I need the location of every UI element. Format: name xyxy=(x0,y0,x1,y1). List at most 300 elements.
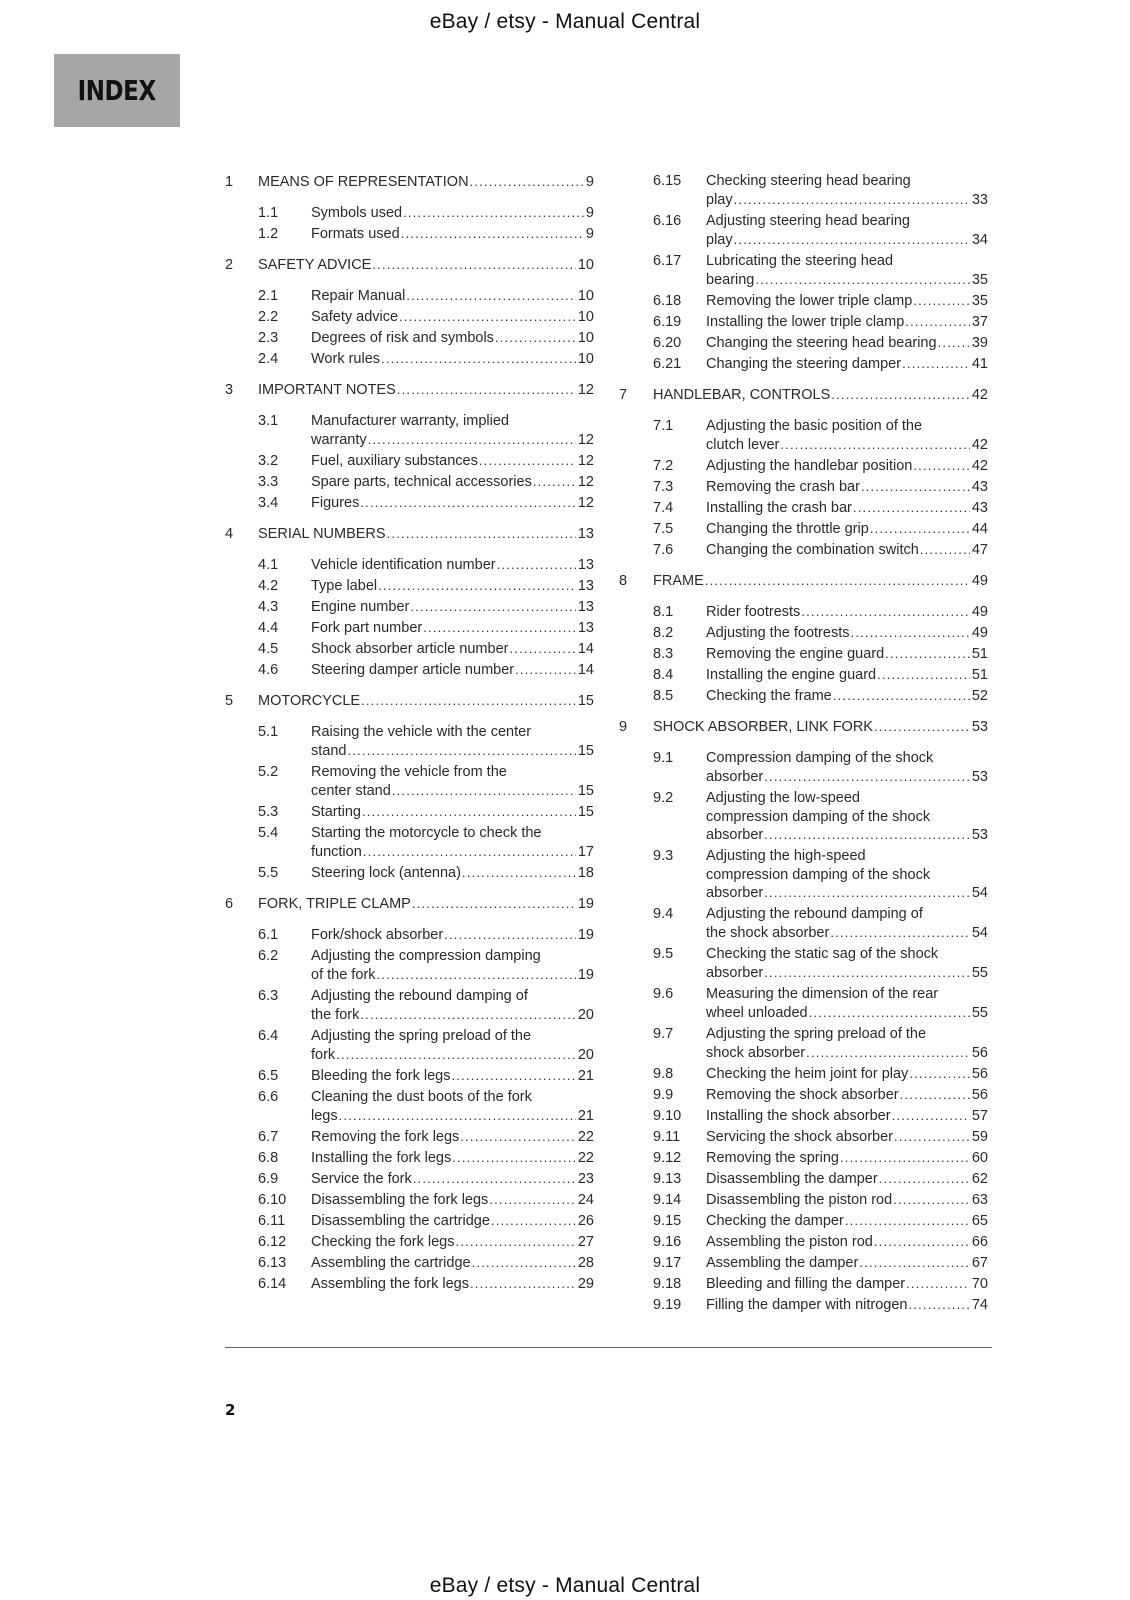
toc-entry-number: 7.5 xyxy=(653,521,674,537)
toc-section-entry[interactable] xyxy=(653,499,988,518)
toc-section-entry[interactable] xyxy=(653,789,988,845)
toc-section-entry[interactable] xyxy=(653,905,988,942)
toc-chapter-entry[interactable] xyxy=(225,256,594,275)
toc-leader-dots xyxy=(894,1128,970,1147)
toc-section-entry[interactable] xyxy=(653,355,988,374)
toc-section-entry[interactable] xyxy=(258,1233,594,1252)
toc-entry-number: 8.5 xyxy=(653,688,674,704)
toc-chapter-entry[interactable] xyxy=(225,895,594,914)
toc-section-entry[interactable] xyxy=(653,1170,988,1189)
toc-section-entry[interactable] xyxy=(258,640,594,659)
toc-entry-title: Steering lock (antenna) xyxy=(311,865,461,881)
toc-section-entry[interactable] xyxy=(258,763,594,800)
toc-entry-title: bearing xyxy=(706,271,755,288)
toc-leader-dots xyxy=(755,271,969,290)
toc-entry-page: 10 xyxy=(577,330,594,346)
toc-entry-title: Removing the lower triple clamp xyxy=(706,293,913,309)
toc-leader-dots xyxy=(360,1006,576,1025)
toc-entry-number: 6.8 xyxy=(258,1150,279,1166)
toc-section-entry[interactable] xyxy=(653,417,988,454)
toc-section-entry[interactable] xyxy=(258,1191,594,1210)
toc-chapter-entry[interactable] xyxy=(225,525,594,544)
toc-entry-title: compression damping of the shock xyxy=(706,808,931,825)
toc-entry-number: 2.1 xyxy=(258,288,279,304)
toc-leader-dots xyxy=(470,1275,576,1294)
toc-entry-page: 15 xyxy=(577,804,594,820)
toc-section-entry[interactable] xyxy=(653,749,988,786)
toc-leader-dots xyxy=(392,782,576,801)
toc-leader-dots xyxy=(360,494,576,513)
toc-section-entry[interactable] xyxy=(258,225,594,244)
toc-section-entry[interactable] xyxy=(653,457,988,476)
toc-section-entry[interactable] xyxy=(653,1191,988,1210)
toc-section-entry[interactable] xyxy=(258,947,594,984)
toc-leader-dots xyxy=(347,742,575,761)
toc-leader-dots xyxy=(853,499,970,518)
toc-entry-title: center stand xyxy=(311,782,391,799)
toc-section-entry[interactable] xyxy=(653,1086,988,1105)
toc-entry-title: legs xyxy=(311,1107,338,1124)
toc-entry-title: Starting xyxy=(311,804,361,820)
toc-entry-number: 3 xyxy=(225,382,234,398)
toc-entry-number: 3.2 xyxy=(258,453,279,469)
toc-entry-page: 19 xyxy=(577,896,594,912)
toc-entry-number: 5.5 xyxy=(258,865,279,881)
toc-section-entry[interactable] xyxy=(653,520,988,539)
toc-section-entry[interactable] xyxy=(258,1275,594,1294)
toc-section-entry[interactable] xyxy=(653,1128,988,1147)
toc-section-entry[interactable] xyxy=(653,313,988,332)
toc-entry-title: play xyxy=(706,191,733,208)
toc-entry-number: 9.13 xyxy=(653,1171,682,1187)
toc-entry-page: 51 xyxy=(971,667,988,683)
toc-entry-page: 12 xyxy=(577,431,594,448)
toc-leader-dots xyxy=(764,964,970,983)
toc-entry-number: 6.16 xyxy=(653,213,682,229)
toc-section-entry[interactable] xyxy=(258,661,594,680)
toc-entry-title: the shock absorber xyxy=(706,924,830,941)
toc-leader-dots xyxy=(401,225,584,244)
toc-entry-title: Adjusting steering head bearing xyxy=(706,213,910,229)
toc-leader-dots xyxy=(533,473,576,492)
toc-entry-title: Installing the crash bar xyxy=(706,500,852,516)
toc-entry-page: 51 xyxy=(971,646,988,662)
toc-leader-dots xyxy=(913,457,969,476)
toc-leader-dots xyxy=(806,1044,970,1063)
toc-section-entry[interactable] xyxy=(653,1296,988,1315)
toc-section-entry[interactable] xyxy=(653,334,988,353)
toc-leader-dots xyxy=(376,966,575,985)
toc-leader-dots xyxy=(861,478,970,497)
toc-entry-number: 6.6 xyxy=(258,1089,279,1105)
toc-entry-page: 28 xyxy=(577,1255,594,1271)
toc-chapter-entry[interactable] xyxy=(619,718,988,737)
toc-leader-dots xyxy=(893,1191,970,1210)
toc-section-entry[interactable] xyxy=(258,287,594,306)
toc-section-entry[interactable] xyxy=(258,412,594,449)
toc-entry-page: 26 xyxy=(577,1213,594,1229)
toc-entry-page: 42 xyxy=(971,387,988,403)
toc-entry-number: 2.2 xyxy=(258,309,279,325)
toc-entry-title: Adjusting the footrests xyxy=(706,625,850,641)
toc-leader-dots xyxy=(413,1170,576,1189)
toc-entry-page: 19 xyxy=(577,927,594,943)
toc-entry-page: 47 xyxy=(971,542,988,558)
toc-leader-dots xyxy=(397,381,576,400)
toc-entry-title: Assembling the fork legs xyxy=(311,1276,469,1292)
toc-leader-dots xyxy=(403,204,584,223)
toc-leader-dots xyxy=(831,386,970,405)
toc-leader-dots xyxy=(830,924,970,943)
toc-entry-title: Adjusting the rebound damping of xyxy=(311,988,528,1004)
toc-entry-page: 12 xyxy=(577,474,594,490)
toc-entry-number: 6.18 xyxy=(653,293,682,309)
toc-entry-page: 62 xyxy=(971,1171,988,1187)
toc-leader-dots xyxy=(705,572,970,591)
toc-entry-title: Adjusting the handlebar position xyxy=(706,458,913,474)
toc-entry-title: Changing the steering damper xyxy=(706,356,902,372)
toc-entry-number: 7 xyxy=(619,387,628,403)
toc-section-entry[interactable] xyxy=(258,619,594,638)
toc-section-entry[interactable] xyxy=(258,556,594,575)
toc-leader-dots xyxy=(900,1086,970,1105)
toc-entry-title: Shock absorber article number xyxy=(311,641,509,657)
toc-section-entry[interactable] xyxy=(258,452,594,471)
toc-entry-page: 12 xyxy=(577,453,594,469)
toc-entry-title: fork xyxy=(311,1046,336,1063)
toc-entry-number: 7.3 xyxy=(653,479,674,495)
toc-entry-page: 57 xyxy=(971,1108,988,1124)
toc-entry-number: 9.19 xyxy=(653,1297,682,1313)
toc-entry-title: Lubricating the steering head xyxy=(706,253,894,269)
toc-section-entry[interactable] xyxy=(258,598,594,617)
toc-entry-page: 52 xyxy=(971,688,988,704)
toc-entry-title: Fork/shock absorber xyxy=(311,927,444,943)
toc-leader-dots xyxy=(462,864,576,883)
toc-entry-title: Adjusting the basic position of the xyxy=(706,418,923,434)
toc-leader-dots xyxy=(859,1254,970,1273)
toc-entry-page: 54 xyxy=(971,924,988,941)
toc-entry-title: clutch lever xyxy=(706,436,780,453)
toc-entry-number: 9.14 xyxy=(653,1192,682,1208)
toc-section-entry[interactable] xyxy=(653,945,988,982)
toc-entry-page: 21 xyxy=(577,1107,594,1124)
toc-entry-number: 9.11 xyxy=(653,1129,681,1145)
toc-leader-dots xyxy=(399,308,576,327)
toc-section-entry[interactable] xyxy=(258,926,594,945)
toc-entry-number: 7.2 xyxy=(653,458,674,474)
toc-entry-title: Fork part number xyxy=(311,620,423,636)
toc-leader-dots xyxy=(479,452,576,471)
toc-leader-dots xyxy=(809,1004,970,1023)
toc-section-entry[interactable] xyxy=(653,687,988,706)
toc-leader-dots xyxy=(491,1212,576,1231)
toc-section-entry[interactable] xyxy=(258,723,594,760)
toc-entry-title: Vehicle identification number xyxy=(311,557,496,573)
toc-entry-number: 9.2 xyxy=(653,790,674,806)
toc-entry-page: 43 xyxy=(971,500,988,516)
toc-entry-title: Removing the engine guard xyxy=(706,646,885,662)
toc-entry-page: 12 xyxy=(577,495,594,511)
toc-leader-dots xyxy=(472,1254,576,1273)
toc-section-entry[interactable] xyxy=(258,1088,594,1125)
toc-leader-dots xyxy=(870,520,970,539)
toc-entry-page: 59 xyxy=(971,1129,988,1145)
toc-section-entry[interactable] xyxy=(258,1067,594,1086)
toc-section-entry[interactable] xyxy=(653,603,988,622)
toc-leader-dots xyxy=(764,768,970,787)
toc-entry-title: play xyxy=(706,231,733,248)
toc-leader-dots xyxy=(495,329,576,348)
toc-entry-number: 6.21 xyxy=(653,356,682,372)
toc-entry-number: 4.5 xyxy=(258,641,279,657)
toc-entry-number: 6.13 xyxy=(258,1255,287,1271)
toc-leader-dots xyxy=(734,191,970,210)
toc-leader-dots xyxy=(764,884,970,903)
toc-entry-number: 1 xyxy=(225,174,234,190)
toc-entry-title: Installing the lower triple clamp xyxy=(706,314,905,330)
toc-entry-page: 13 xyxy=(577,620,594,636)
toc-leader-dots xyxy=(920,541,970,560)
toc-entry-page: 53 xyxy=(971,768,988,785)
toc-section-entry[interactable] xyxy=(653,172,988,209)
toc-leader-dots xyxy=(363,843,576,862)
toc-entry-page: 56 xyxy=(971,1066,988,1082)
toc-chapter-entry[interactable] xyxy=(225,173,594,192)
toc-entry-number: 9.4 xyxy=(653,906,674,922)
toc-leader-dots xyxy=(874,1233,970,1252)
toc-section-entry[interactable] xyxy=(258,329,594,348)
toc-leader-dots xyxy=(885,645,970,664)
footer-divider xyxy=(225,1347,992,1348)
toc-entry-page: 19 xyxy=(577,966,594,983)
toc-section-entry[interactable] xyxy=(653,666,988,685)
toc-section-entry[interactable] xyxy=(653,1025,988,1062)
toc-section-entry[interactable] xyxy=(653,985,988,1022)
toc-entry-title: Safety advice xyxy=(311,309,399,325)
toc-entry-number: 9.8 xyxy=(653,1066,674,1082)
toc-leader-dots xyxy=(801,603,970,622)
toc-entry-title: Measuring the dimension of the rear xyxy=(706,986,939,1002)
toc-leader-dots xyxy=(879,1170,970,1189)
toc-section-entry[interactable] xyxy=(653,541,988,560)
toc-entry-number: 6.10 xyxy=(258,1192,287,1208)
toc-leader-dots xyxy=(361,692,576,711)
toc-entry-title: shock absorber xyxy=(706,1044,806,1061)
toc-section-entry[interactable] xyxy=(258,803,594,822)
toc-entry-title: SERIAL NUMBERS xyxy=(258,526,386,542)
toc-section-entry[interactable] xyxy=(653,1275,988,1294)
toc-entry-title: Adjusting the spring preload of the xyxy=(706,1026,927,1042)
toc-section-entry[interactable] xyxy=(258,824,594,861)
toc-entry-number: 9.12 xyxy=(653,1150,682,1166)
toc-section-entry[interactable] xyxy=(258,1128,594,1147)
toc-leader-dots xyxy=(909,1296,970,1315)
toc-entry-title: Removing the crash bar xyxy=(706,479,860,495)
toc-entry-number: 6.3 xyxy=(258,988,279,1004)
toc-entry-page: 24 xyxy=(577,1192,594,1208)
toc-chapter-entry[interactable] xyxy=(619,572,988,591)
toc-entry-title: MOTORCYCLE xyxy=(258,693,361,709)
toc-leader-dots xyxy=(378,577,576,596)
toc-entry-title: Adjusting the compression damping xyxy=(311,948,541,964)
toc-section-entry[interactable] xyxy=(653,1233,988,1252)
toc-chapter-entry[interactable] xyxy=(225,381,594,400)
toc-section-entry[interactable] xyxy=(653,645,988,664)
toc-section-entry[interactable] xyxy=(258,473,594,492)
toc-section-entry[interactable] xyxy=(653,1212,988,1231)
toc-entry-number: 9.1 xyxy=(653,750,674,766)
toc-entry-title: Removing the spring xyxy=(706,1150,839,1166)
toc-entry-number: 6.4 xyxy=(258,1028,279,1044)
toc-entry-title: Spare parts, technical accessories xyxy=(311,474,532,490)
toc-entry-page: 17 xyxy=(577,843,594,860)
toc-entry-page: 22 xyxy=(577,1150,594,1166)
toc-entry-page: 14 xyxy=(577,641,594,657)
toc-entry-page: 15 xyxy=(577,782,594,799)
toc-section-entry[interactable] xyxy=(258,864,594,883)
toc-entry-page: 13 xyxy=(577,526,594,542)
toc-entry-page: 20 xyxy=(577,1006,594,1023)
toc-leader-dots xyxy=(905,313,970,332)
toc-leader-dots xyxy=(902,355,970,374)
toc-entry-number: 5.4 xyxy=(258,825,279,841)
toc-entry-title: Fuel, auxiliary substances xyxy=(311,453,478,469)
toc-entry-page: 43 xyxy=(971,479,988,495)
toc-entry-title: Steering damper article number xyxy=(311,662,515,678)
toc-entry-title: Service the fork xyxy=(311,1171,412,1187)
toc-entry-page: 49 xyxy=(971,573,988,589)
toc-section-entry[interactable] xyxy=(258,204,594,223)
toc-entry-title: absorber xyxy=(706,827,764,843)
toc-entry-page: 56 xyxy=(971,1044,988,1061)
toc-leader-dots xyxy=(372,256,576,275)
toc-entry-title: HANDLEBAR, CONTROLS xyxy=(653,387,831,403)
toc-entry-page: 63 xyxy=(971,1192,988,1208)
toc-entry-title: wheel unloaded xyxy=(706,1004,808,1021)
toc-section-entry[interactable] xyxy=(258,1027,594,1064)
toc-entry-title: Starting the motorcycle to check the xyxy=(311,825,542,841)
toc-entry-title: Disassembling the damper xyxy=(706,1171,878,1187)
toc-entry-number: 8.2 xyxy=(653,625,674,641)
toc-entry-title: Checking the heim joint for play xyxy=(706,1066,909,1082)
toc-leader-dots xyxy=(850,624,969,643)
toc-entry-title: IMPORTANT NOTES xyxy=(258,382,396,398)
toc-entry-title: Symbols used xyxy=(311,205,403,221)
toc-section-entry[interactable] xyxy=(258,1149,594,1168)
toc-leader-dots xyxy=(497,556,576,575)
toc-entry-number: 6.11 xyxy=(258,1213,286,1229)
toc-entry-title: Work rules xyxy=(311,351,381,367)
toc-section-entry[interactable] xyxy=(653,292,988,311)
toc-section-entry[interactable] xyxy=(653,1107,988,1126)
toc-entry-number: 1.2 xyxy=(258,226,279,242)
toc-entry-title: Removing the shock absorber xyxy=(706,1087,899,1103)
toc-entry-number: 4.6 xyxy=(258,662,279,678)
toc-entry-number: 6.2 xyxy=(258,948,279,964)
toc-entry-page: 33 xyxy=(971,191,988,208)
toc-entry-title: Formats used xyxy=(311,226,400,242)
toc-entry-title: FRAME xyxy=(653,573,704,589)
toc-entry-number: 6.7 xyxy=(258,1129,279,1145)
toc-section-entry[interactable] xyxy=(653,1065,988,1084)
toc-leader-dots xyxy=(460,1128,576,1147)
toc-entry-title: Checking steering head bearing xyxy=(706,173,911,189)
toc-entry-title: absorber xyxy=(706,768,764,785)
toc-entry-page: 55 xyxy=(971,964,988,981)
toc-section-entry[interactable] xyxy=(258,1212,594,1231)
toc-entry-title: Adjusting the high-speed xyxy=(706,848,866,864)
toc-section-entry[interactable] xyxy=(258,494,594,513)
toc-entry-number: 9.15 xyxy=(653,1213,682,1229)
toc-entry-page: 41 xyxy=(971,356,988,372)
toc-entry-number: 9.6 xyxy=(653,986,674,1002)
toc-section-entry[interactable] xyxy=(653,212,988,249)
toc-entry-number: 6.14 xyxy=(258,1276,287,1292)
toc-entry-page: 74 xyxy=(971,1297,988,1313)
toc-section-entry[interactable] xyxy=(258,987,594,1024)
toc-section-entry[interactable] xyxy=(653,1149,988,1168)
toc-section-entry[interactable] xyxy=(653,624,988,643)
toc-section-entry[interactable] xyxy=(258,350,594,369)
toc-section-entry[interactable] xyxy=(653,478,988,497)
toc-section-entry[interactable] xyxy=(653,847,988,903)
toc-leader-dots xyxy=(840,1149,970,1168)
toc-entry-number: 6 xyxy=(225,896,234,912)
toc-entry-page: 13 xyxy=(577,557,594,573)
toc-entry-page: 15 xyxy=(577,693,594,709)
toc-entry-number: 9.17 xyxy=(653,1255,682,1271)
toc-chapter-entry[interactable] xyxy=(225,692,594,711)
toc-entry-page: 21 xyxy=(577,1068,594,1084)
toc-entry-title: Checking the damper xyxy=(706,1213,844,1229)
toc-entry-title: absorber xyxy=(706,885,764,901)
toc-entry-page: 22 xyxy=(577,1129,594,1145)
toc-entry-number: 8.1 xyxy=(653,604,674,620)
toc-section-entry[interactable] xyxy=(653,1254,988,1273)
toc-leader-dots xyxy=(489,1191,576,1210)
toc-section-entry[interactable] xyxy=(258,1170,594,1189)
toc-section-entry[interactable] xyxy=(653,252,988,289)
toc-entry-number: 4.2 xyxy=(258,578,279,594)
toc-chapter-entry[interactable] xyxy=(619,386,988,405)
toc-entry-number: 4.4 xyxy=(258,620,279,636)
toc-leader-dots xyxy=(833,687,970,706)
toc-entry-title: Changing the steering head bearing xyxy=(706,335,937,351)
toc-section-entry[interactable] xyxy=(258,1254,594,1273)
toc-entry-number: 7.4 xyxy=(653,500,674,516)
toc-entry-page: 20 xyxy=(577,1046,594,1063)
toc-entry-page: 42 xyxy=(971,436,988,453)
toc-entry-title: Adjusting the low-speed xyxy=(706,790,860,806)
toc-entry-number: 9.7 xyxy=(653,1026,674,1042)
toc-entry-page: 35 xyxy=(971,271,988,288)
toc-leader-dots xyxy=(938,334,970,353)
toc-entry-title: Adjusting the spring preload of the xyxy=(311,1028,532,1044)
toc-entry-title: Figures xyxy=(311,495,360,511)
toc-entry-title: Bleeding and filling the damper xyxy=(706,1276,906,1292)
toc-entry-title: Filling the damper with nitrogen xyxy=(706,1297,908,1313)
toc-section-entry[interactable] xyxy=(258,577,594,596)
toc-leader-dots xyxy=(780,436,970,455)
toc-leader-dots xyxy=(336,1046,576,1065)
toc-entry-number: 6.9 xyxy=(258,1171,279,1187)
toc-entry-number: 8.4 xyxy=(653,667,674,683)
toc-leader-dots xyxy=(906,1275,970,1294)
toc-entry-number: 5 xyxy=(225,693,234,709)
toc-section-entry[interactable] xyxy=(258,308,594,327)
toc-leader-dots xyxy=(509,640,575,659)
